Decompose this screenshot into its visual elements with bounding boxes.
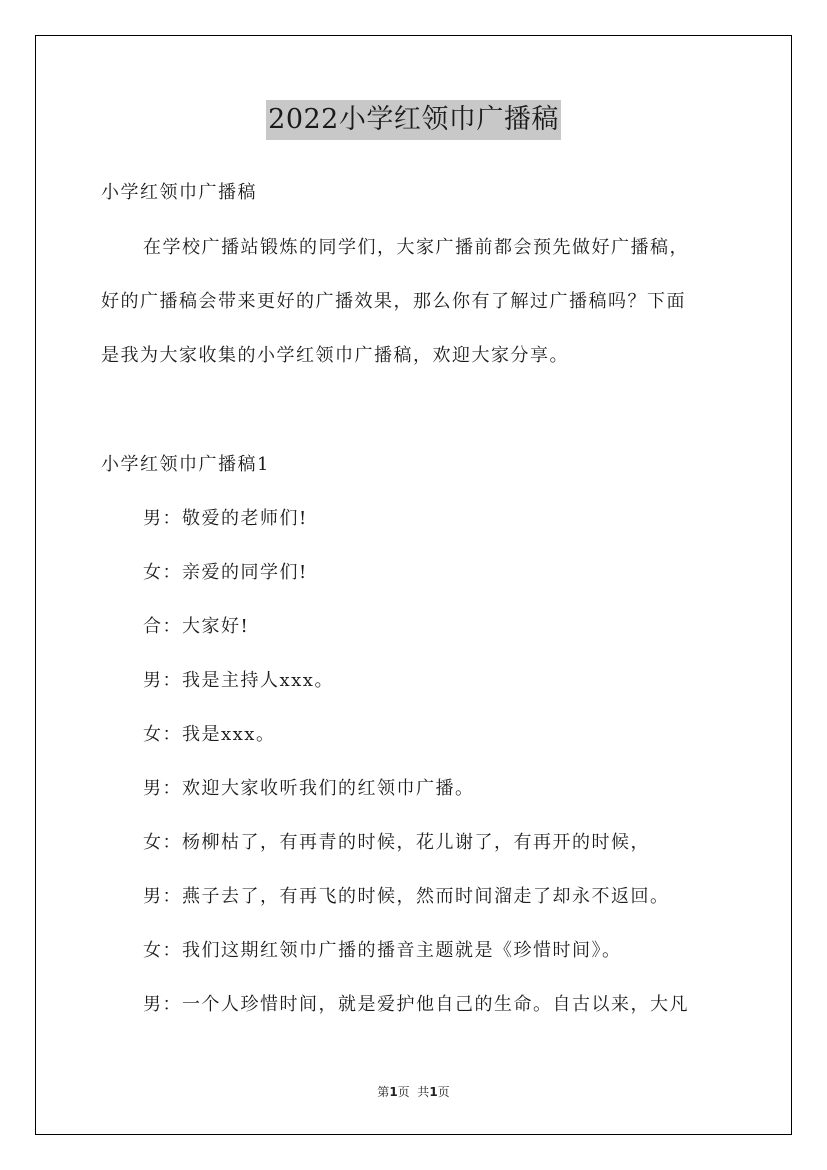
document-subtitle: 小学红领巾广播稿: [101, 182, 257, 203]
page-suffix: 页: [437, 1085, 450, 1099]
title-container: [0, 100, 827, 140]
page-prefix: 第: [377, 1085, 390, 1099]
dialogue-line: 女：亲爱的同学们!: [143, 562, 308, 583]
page-mid: 页 共: [397, 1085, 430, 1099]
section-heading: 小学红领巾广播稿1: [101, 454, 270, 475]
intro-line: 在学校广播站锻炼的同学们，大家广播前都会预先做好广播稿，: [143, 237, 689, 258]
intro-line: 是我为大家收集的小学红领巾广播稿，欢迎大家分享。: [101, 345, 569, 366]
dialogue-line: 女：杨柳枯了，有再青的时候，花儿谢了，有再开的时候，: [143, 832, 650, 853]
total-page-number: 1: [429, 1085, 438, 1099]
intro-line: 好的广播稿会带来更好的广播效果，那么你有了解过广播稿吗？下面: [101, 291, 686, 312]
document-title: 2022小学红领巾广播稿: [266, 100, 561, 140]
dialogue-line: 女：我是xxx。: [143, 724, 276, 745]
dialogue-line: 男：我是主持人xxx。: [143, 670, 334, 691]
dialogue-line: 男：敬爱的老师们!: [143, 508, 308, 529]
dialogue-line: 女：我们这期红领巾广播的播音主题就是《珍惜时间》。: [143, 940, 622, 961]
page-footer: [0, 1084, 827, 1100]
dialogue-line: 男：欢迎大家收听我们的红领巾广播。: [143, 778, 475, 799]
dialogue-line: 男：一个人珍惜时间，就是爱护他自己的生命。自古以来，大凡: [143, 994, 689, 1015]
dialogue-line: 合：大家好!: [143, 616, 250, 637]
dialogue-line: 男：燕子去了，有再飞的时候，然而时间溜走了却永不返回。: [143, 886, 670, 907]
current-page-number: 1: [389, 1085, 398, 1099]
